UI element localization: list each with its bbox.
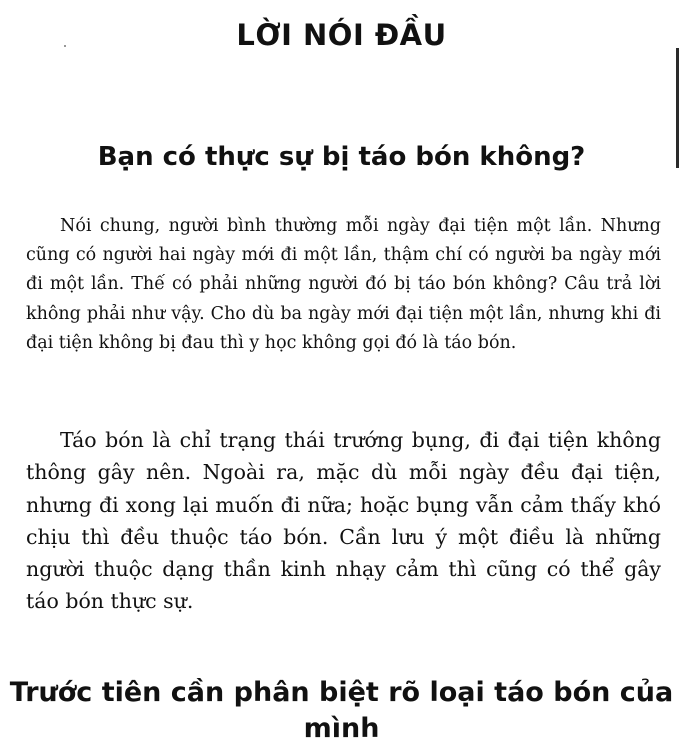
- paragraph-2: [26, 424, 661, 618]
- paragraph-2-text: Táo bón là chỉ trạng thái trướng bụng, đi đại tiện không thông gây nên. Ngoài ra, mặc dù mỗi ngày đều đại tiện, nhưng đi xong lại muốn đi nữa; hoặc bụng vẫn cảm thấy khó chịu thì đều thuộc táo bón. Cần lưu ý một điều là những người thuộc dạng thần kinh nhạy cảm thì cũng có thể gây táo bón thực sự.: [26, 428, 661, 614]
- paragraph-1: [26, 212, 661, 358]
- page-title: LỜI NÓI ĐẦU: [236, 18, 447, 52]
- section-heading-1: Bạn có thực sự bị táo bón không?: [97, 142, 586, 172]
- paragraph-1-text: Nói chung, người bình thường mỗi ngày đại tiện một lần. Nhưng cũng có người hai ngày mới đi một lần, thậm chí có người ba ngày mới đi một lần. Thế có phải những người đó bị táo bón không? Câu trả lời không phải như vậy. Cho dù ba ngày mới đại tiện một lần, nhưng khi đi đại tiện không bị đau thì y học không gọi đó là táo bón.: [26, 216, 661, 353]
- section-heading-2: Trước tiên cần phân biệt rõ loại táo bón của mình: [9, 677, 674, 744]
